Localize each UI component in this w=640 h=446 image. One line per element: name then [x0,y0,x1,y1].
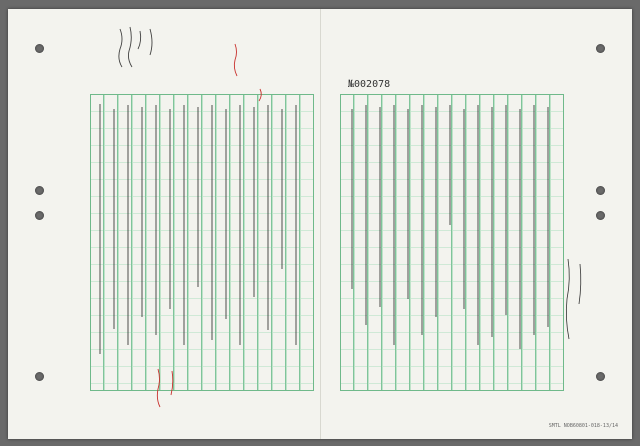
manuscript-sheet [8,9,632,439]
handwriting-strokes [8,9,632,439]
footer-code: SMTL NOB60801-018-13/14 [548,423,618,429]
serial-number: №002078 [348,79,391,90]
